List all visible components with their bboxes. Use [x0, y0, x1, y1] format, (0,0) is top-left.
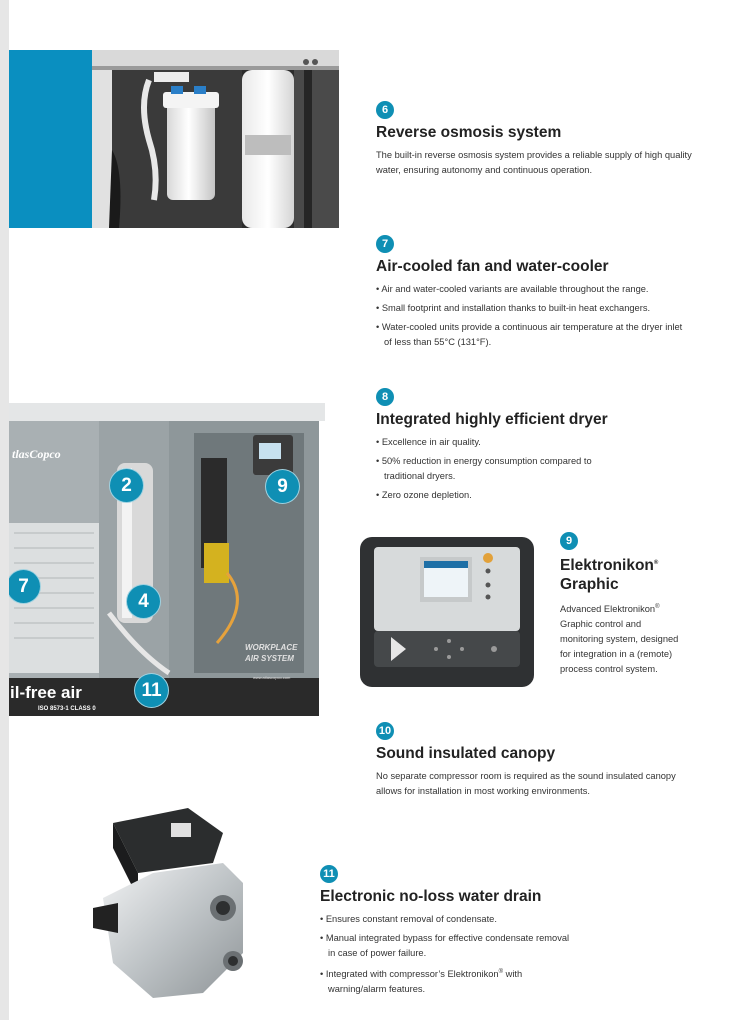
bullet-item — [320, 965, 573, 997]
section-number-badge: 9 — [560, 532, 578, 550]
bullet-item: • Ensures constant removal of condensate. — [320, 912, 620, 927]
bullet-item: • Zero ozone depletion. — [376, 488, 706, 503]
section-number-badge: 10 — [376, 722, 394, 740]
bullet-part-a: Integrated with compressor’s Elektronikon — [325, 969, 499, 980]
section-title — [560, 554, 700, 594]
title-main: Elektronikon — [560, 557, 654, 575]
section-title: Reverse osmosis system — [376, 124, 562, 141]
bullet-item: • 50% reduction in energy consumption compared to traditional dryers. — [376, 454, 624, 484]
elektronikon-controller-photo — [356, 533, 538, 691]
body-part-b: Graphic control and monitoring system, designed for integration in a (remote) process control system. — [560, 619, 679, 675]
section-title: Sound insulated canopy — [376, 745, 556, 762]
registered-mark: ® — [498, 969, 504, 975]
section-body — [560, 600, 680, 677]
bullet-item: • Water-cooled units provide a continuous air temperature at the dryer inlet of less than 55°C (131°F). — [376, 320, 684, 350]
callout-9: 9 — [265, 469, 300, 504]
body-part-a: Advanced Elektronikon — [560, 604, 656, 615]
callout-4: 4 — [126, 584, 161, 619]
callout-7: 7 — [9, 569, 41, 604]
section-dryer — [376, 388, 706, 507]
canopy-label-2: AIR SYSTEM — [245, 654, 294, 663]
section-reverse-osmosis — [376, 101, 706, 178]
section-number-badge: 6 — [376, 101, 394, 119]
section-body: The built-in reverse osmosis system provides a reliable supply of high quality water, ensuring autonomy and continuous operation. — [376, 150, 692, 175]
section-body: No separate compressor room is required as the sound insulated canopy allows for installation in most working environments. — [376, 771, 676, 796]
bullet-part-b: with warning/alarm features. — [328, 969, 523, 995]
iso-label: ISO 8573-1 CLASS 0 — [38, 706, 96, 712]
section-elektronikon — [560, 532, 700, 677]
registered-mark: ® — [655, 604, 660, 611]
bullet-item: • Small footprint and installation thanks to built-in heat exchangers. — [376, 301, 706, 316]
registered-mark: ® — [653, 560, 659, 566]
reverse-osmosis-photo — [9, 50, 339, 228]
section-number-badge: 8 — [376, 388, 394, 406]
section-water-drain — [320, 865, 620, 1001]
brand-logo: tlasCopco — [12, 447, 61, 461]
section-title: Integrated highly efficient dryer — [376, 411, 608, 428]
web-label: www.atlascopco.com — [253, 675, 291, 680]
section-number-badge: 11 — [320, 865, 338, 883]
section-canopy — [376, 722, 706, 799]
section-fan-cooler — [376, 235, 706, 354]
callout-11: 11 — [134, 673, 169, 708]
section-number-badge: 7 — [376, 235, 394, 253]
section-title: Air-cooled fan and water-cooler — [376, 258, 609, 275]
section-title: Electronic no-loss water drain — [320, 888, 542, 905]
bullet-item: • Manual integrated bypass for effective condensate removal in case of power failure. — [320, 931, 573, 961]
title-line-2: Graphic — [560, 576, 619, 594]
canopy-label-1: WORKPLACE — [245, 643, 298, 652]
water-drain-photo — [93, 803, 303, 1003]
bullet-item: • Air and water-cooled variants are available throughout the range. — [376, 282, 706, 297]
callout-2: 2 — [109, 468, 144, 503]
page-edge-stripe — [0, 0, 9, 1020]
bullet-item: • Excellence in air quality. — [376, 435, 706, 450]
oilfree-label: il-free air — [10, 683, 82, 702]
compressor-photo — [9, 403, 325, 730]
